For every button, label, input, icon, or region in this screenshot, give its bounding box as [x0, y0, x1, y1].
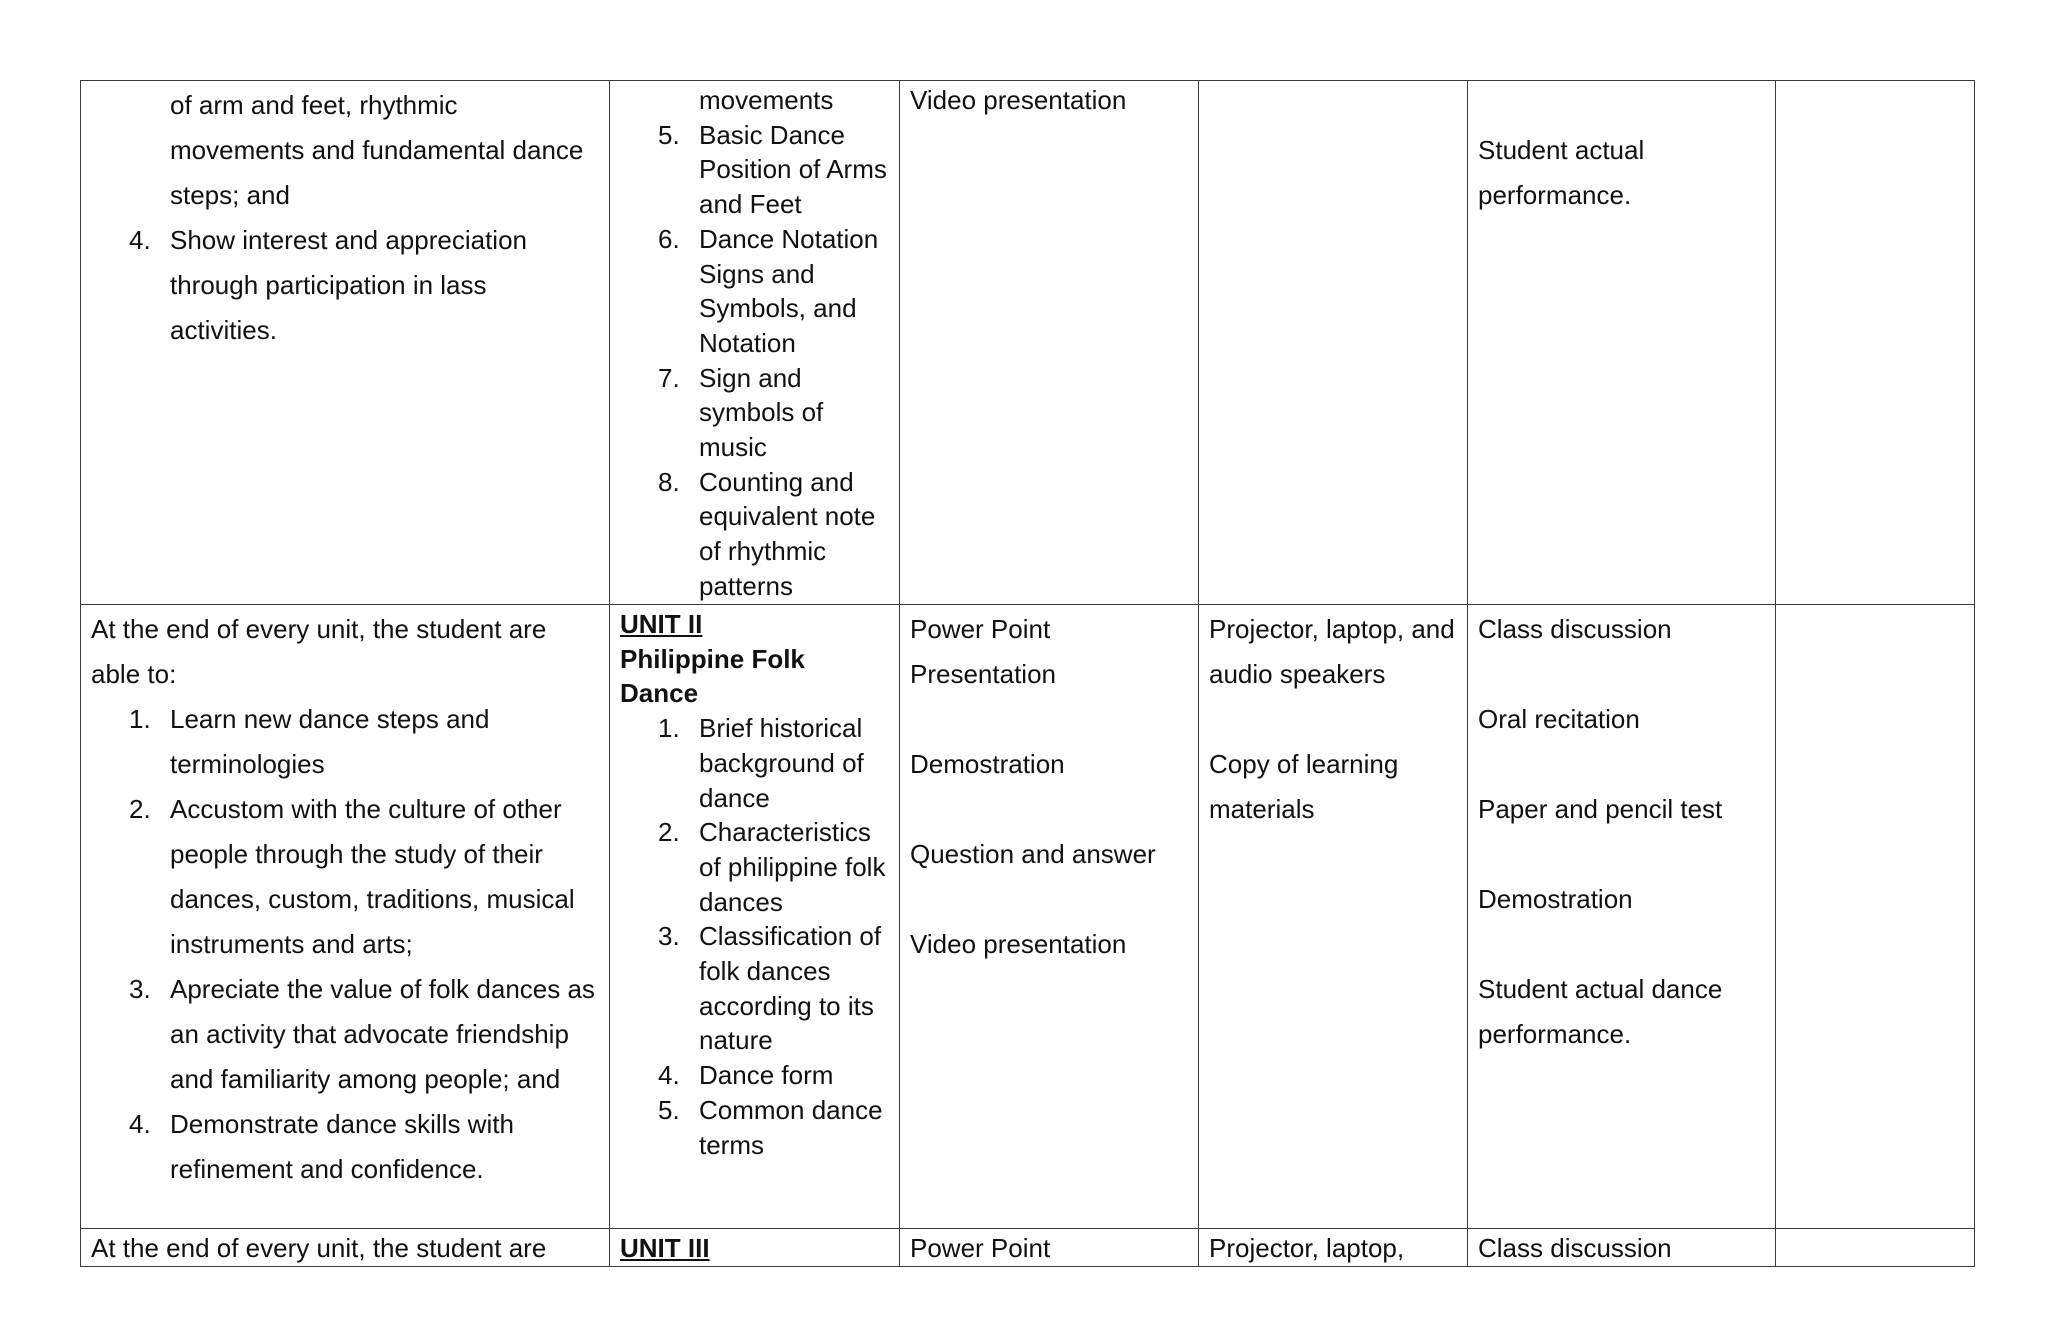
remarks-cell — [1776, 1229, 1975, 1267]
list-item: 1. Brief historical background of dance — [658, 713, 864, 813]
assessment-item: Demostration — [1478, 884, 1633, 914]
material-item: Copy of learning materials — [1209, 749, 1399, 824]
assessment-cell — [1468, 605, 1776, 1229]
objectives-cell — [81, 605, 610, 1229]
objective-continuation: of arm and feet, rhythmic movements and fundamental dance steps; and — [170, 90, 584, 210]
strategy-item: Video presentation — [910, 85, 1127, 115]
assessment-item: Paper and pencil test — [1478, 794, 1723, 824]
objective-intro: At the end of every unit, the student are able to: — [91, 614, 547, 689]
list-item: 2. Characteristics of philippine folk dances — [658, 817, 886, 917]
list-item: 1. Learn new dance steps and terminologies — [129, 704, 490, 779]
spacer — [1478, 922, 1765, 967]
spacer — [1478, 742, 1765, 787]
assessment-item: Student actual dance performance. — [1478, 974, 1723, 1049]
strategies-cell — [900, 605, 1199, 1229]
topics-list — [620, 711, 889, 1162]
materials-cell — [1199, 1229, 1468, 1267]
objectives-cell — [81, 81, 610, 605]
list-item: 5. Basic Dance Position of Arms and Feet — [658, 119, 887, 220]
materials-cell — [1199, 81, 1468, 605]
unit-heading: UNIT II — [620, 609, 703, 639]
objective-intro: At the end of every unit, the student are — [91, 1233, 547, 1263]
list-item: 2. Accustom with the culture of other people through the study of their dances, custom, traditions, musical instruments and arts; — [129, 794, 575, 959]
strategy-item: Power Point Presentation — [910, 614, 1056, 689]
spacer — [1209, 697, 1457, 742]
remarks-cell — [1776, 81, 1975, 605]
assessment-item: Class discussion — [1478, 614, 1672, 644]
objectives-list — [91, 697, 599, 1192]
list-item: 7. Sign and symbols of music — [658, 362, 824, 463]
list-item: 4. Dance form — [658, 1060, 834, 1091]
spacer — [1478, 652, 1765, 697]
list-item: 6. Dance Notation Signs and Symbols, and Notation — [658, 223, 879, 358]
strategy-item: Question and answer — [910, 839, 1156, 869]
topics-cell — [610, 605, 900, 1229]
unit-heading: UNIT III — [620, 1233, 710, 1263]
topics-cell — [610, 1229, 900, 1267]
topics-list — [620, 118, 889, 604]
material-item: Projector, laptop, and audio speakers — [1209, 614, 1455, 689]
list-item: 4. Show interest and appreciation through participation in lass activities. — [129, 225, 528, 345]
strategy-item: Video presentation — [910, 929, 1127, 959]
spacer — [1478, 832, 1765, 877]
assessment-item: Class discussion — [1478, 1233, 1672, 1263]
assessment-item: Oral recitation — [1478, 704, 1640, 734]
strategies-cell — [900, 1229, 1199, 1267]
objectives-cell — [81, 1229, 610, 1267]
spacer — [910, 697, 1188, 742]
remarks-cell — [1776, 605, 1975, 1229]
assessment-cell — [1468, 1229, 1776, 1267]
list-item: 8. Counting and equivalent note of rhythmic patterns — [658, 466, 876, 601]
list-item: 5. Common dance terms — [658, 1094, 883, 1160]
strategy-item: Power Point — [910, 1233, 1051, 1263]
table-row — [81, 605, 1975, 1229]
strategy-item: Demostration — [910, 749, 1065, 779]
assessment-item: Student actual performance. — [1478, 135, 1645, 210]
spacer — [910, 787, 1188, 832]
table-row — [81, 1229, 1975, 1267]
topic-continuation: movements — [699, 85, 834, 115]
spacer — [1478, 83, 1765, 128]
list-item: 3. Apreciate the value of folk dances as an activity that advocate friendship and familiarity among people; and — [129, 974, 595, 1094]
material-item: Projector, laptop, — [1209, 1233, 1405, 1263]
strategies-cell — [900, 81, 1199, 605]
spacer — [910, 877, 1188, 922]
list-item: 4. Demonstrate dance skills with refinement and confidence. — [129, 1109, 514, 1184]
assessment-cell — [1468, 81, 1776, 605]
objectives-list — [91, 218, 599, 353]
materials-cell — [1199, 605, 1468, 1229]
table-row — [81, 81, 1975, 605]
unit-title: Philippine Folk Dance — [620, 643, 805, 709]
topics-cell — [610, 81, 900, 605]
syllabus-table — [80, 80, 1975, 1267]
list-item: 3. Classification of folk dances according to its nature — [658, 921, 882, 1056]
